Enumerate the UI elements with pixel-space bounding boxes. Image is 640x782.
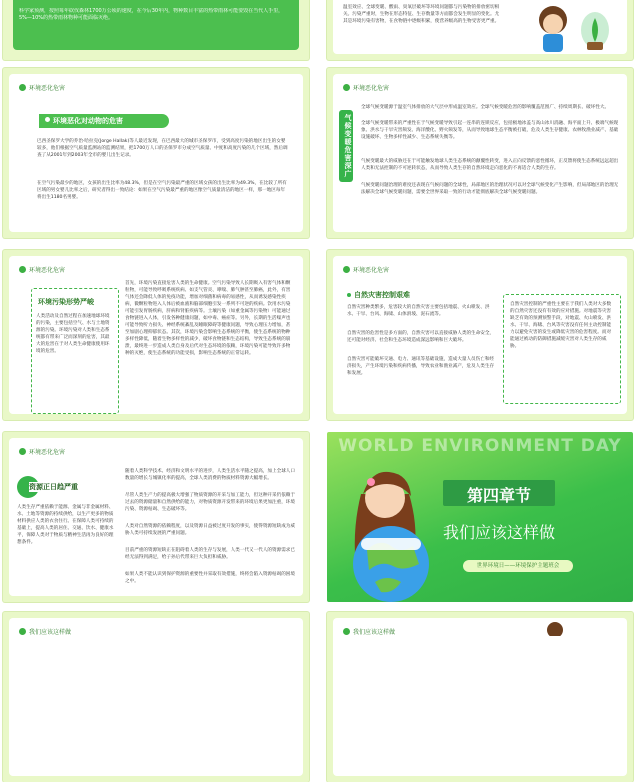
slide-10-panel <box>333 618 627 776</box>
slide-4-vertical-tag: 气候变暖危害深广 <box>339 110 353 182</box>
slide-5-left-text: 人类活动及自然过程在加速地球环境的污染，主要包括空气、水与土地资源的污染。环境污染对人类和生态系统都有带来广泛而深刻的危害，其最大的危害在于对人类生命健康使用环境的危害。 <box>36 314 110 354</box>
slide-7-panel <box>9 438 303 596</box>
slide-2-body: 温室效应、全球变暖、酸雨、臭氧层破坏等环境问题都与污染物的排放密切相关。污染严重时，生物在形态特征、生存数量等方面都会发生明显的变化。尤其是环境污染有害物，在食物链中逐级积累，使营养级高的生物受害更严重。 <box>343 5 500 24</box>
slide-7 <box>3 432 309 602</box>
leaf-icon <box>343 266 350 273</box>
slide-7-bullets <box>125 468 295 585</box>
slide-1 <box>3 0 309 60</box>
slide-6-header: 环境恶化危害 <box>343 265 389 274</box>
slide-7-left <box>17 476 117 592</box>
slide-4-bullet-3: 气候变暖最大的威胁还在于可能触发地球人类生态系统的颠覆性转变，进入正向反馈的恶性循环，正反馈将使生态系统远远超出人类和无法控制的不可逆转状态，从而导致人类生存的自然环境走向恶化的不再适合人类的生存。 <box>361 159 619 171</box>
slide-4-bullet-2: 全球气候变暖带来的严重性在于气候变暖导致引起一连串的连锁反应，包括极地冰盖与高山冰川消融、海平面上升、极端气候现象、洪水与干旱灾害频发、海洋酸化、野火频发等，从而导致地球生态平衡被打破，危及人类生存健康、农林牧渔业减产、基础设施破坏、生物多样性减少、生态系统失衡等。 <box>361 121 619 140</box>
slide-9-panel <box>9 618 303 776</box>
slide-5-header: 环境恶化危害 <box>19 265 65 274</box>
slide-8 <box>327 432 633 602</box>
slide-8-chapter: 第四章节 <box>466 486 531 505</box>
slide-4-panel <box>333 74 627 232</box>
slide-7-left-text: 人类生存严重依赖于能源、金属与非金属材料、水、土地等资源的持续供给，以生产更多的物质材料供应人类的衣食住行。在保障人类可持续的基础上，提高人类的居住、交通、饮水、健康水平，保障人类对于物质与精神生活再为良好的理想条件。 <box>17 505 114 545</box>
slide-8-subtitle: 我们应该这样做 <box>443 523 556 542</box>
slide-5-right-text: 首先，环境污染直接危害人类的生命健康。空气污染导致人长期吸入有害气体和颗粒物，可能导致呼吸系统疾病、如支气管炎、哮喘、肺气肿甚至肺癌，此外，有害气体还会降低人体的免疫功能，增加对细菌和病毒的易感性，从而诱发感染性疾病，微颗粒物进入人体后被血液和脑部细胞引发一系列不可逆的疾病。饮用水污染可能引发胃肠疾病，肝病和肾脏疾病等。土壤污染（如重金属等污染物）可能通过食物链进入人体，引发各种健康问题，如中毒、癌症等。另外，长期的生活噪声也可能导致听力损失、神经系统紊乱及睡眠障碍等健康问题，导致心理压力增加，甚至加剧心理抑郁状态。其次，环境污染会影响生态系统的平衡，使生态系统的物种多样性降低，随着生物多样性的减少，破坏食物链和生态结构，导致生态系统的崩溃，最终进一步造成人类自身及后代对生态环境的依赖，环境污染可能导致许多物种的灭绝，使生态系统的功能受损，影响生态系统的正常运转。 <box>125 281 291 356</box>
leaf-icon <box>343 84 350 91</box>
slide-6-bullet-1: 自然灾害种类繁多，危害较大的自然灾害主要包括地震、火山喷发、洪水、干旱、台风、海啸、山体滑坡、泥石流等。 <box>347 305 490 317</box>
leaf-icon <box>343 628 350 635</box>
slide-7-bullet-4: 目前严重的资源短缺正在阻碍着人类的生存与发展，人类一代又一代人的资源需求已经无法得到满足，给子孙后代带来巨大负担和威胁。 <box>125 548 295 560</box>
slide-4-bullets <box>361 104 619 204</box>
slide-7-bullet-3: 人类对自然资源的依赖程度，以及资源日益被过度开发的事实，使得资源短缺成为威胁人类可持续发展的严重问题。 <box>125 524 295 536</box>
slide-10-header: 我们应该这样做 <box>343 627 395 636</box>
slide-3-panel <box>9 74 303 232</box>
slide-3-para-2: 在空气污染最少的地区，女孩的出生比率为48.3%，但是在空气污染最严重的区域女孩的出生比率为49.3%，在比较了所有区域的男女婴儿比率之后，研究者得出一致结论：如果在空气污染最严重的地区像空气质量清洁的地区一样，那一地区每年将出生1180名男婴。 <box>37 181 287 200</box>
slide-7-bullet-5: 如果人类不能认识到保护资源的重要性并采取有效措施，终将会陷入资源枯竭的困境之中。 <box>125 572 295 584</box>
slide-6-bullet-3: 自然灾害可能破坏交通、电力、通讯等基础设施，造成大量人员伤亡和经济损失，产生环境污染和疾病传播，导致农业和渔业减产，危及人类生存和发展。 <box>347 357 495 376</box>
slide-5-title: 环境污染形势严峻 <box>38 298 94 306</box>
leaf-icon <box>19 448 26 455</box>
slide-6 <box>327 250 633 420</box>
slide-6-title: 自然灾害控制艰难 <box>347 290 410 300</box>
slide-6-bullet-2: 自然灾害的危害性是多方面的，自然灾害可以直接威胁人类的生命安全，还可能对经济、社会和生态环境造成深远影响和巨大破坏。 <box>347 331 495 343</box>
slide-3-tag-box <box>39 114 169 128</box>
slide-1-panel <box>13 0 299 50</box>
slide-7-header: 环境恶化危害 <box>19 447 65 456</box>
slide-5-panel <box>9 256 303 414</box>
slide-7-bullet-2: 尽管人类生产力的提高极大增强了物质资源的开采与加工能力，但这种开采仍依赖于过去的资源储量和自然供给的能力，对物质资源开发带来的环境后果更加注重，环境污染、资源枯竭、生态破坏等。 <box>125 493 295 512</box>
slide-8-pill: 世界环境日——环境保护主题班会 <box>463 560 573 572</box>
leaf-icon <box>19 84 26 91</box>
slide-4-bullet-4: 气候变暖问题治理的难度还表现在气候问题的全球性，局部地区的治理状况可以对全球气候变化产生影响，但局部地区的治理无法解决全球气候变暖问题，需要全世界采取一致的行动才能彻底解决全球气候变暖问题。 <box>361 183 619 195</box>
slide-6-right-box <box>503 294 621 404</box>
slide-9-header: 我们应该这样做 <box>19 627 71 636</box>
slide-3-tag: 环境恶化对动物的危害 <box>53 117 123 125</box>
bullet-icon <box>45 117 50 122</box>
leaf-icon <box>19 266 26 273</box>
slide-9 <box>3 612 309 782</box>
slide-3-para-1: 巴西圣保罗大学的乔治·哈拉克(Jorge Hallak)等人最近发现，在巴西最大的城市圣保罗市，受到高度污染的地区出生的女婴较多，他们根据空气质量监测站的监测结果，把1700万人口的圣保罗市分成空气质量、中度和高度污染的几个区域，然后调查了从2001年到2003年全市的婴儿出生记录。 <box>37 139 288 158</box>
slide-3 <box>3 68 309 238</box>
slide-3-header: 环境恶化危害 <box>19 83 65 92</box>
slide-4 <box>327 68 633 238</box>
slide-2 <box>327 0 633 60</box>
slide-4-bullet-1: 全球气候变暖源于温室气体排放的大气层中形成温室效应。全球气候变暖危害的影响覆盖范围广、持续周期长、破坏性大。 <box>361 105 610 110</box>
slide-5 <box>3 250 309 420</box>
slide-6-panel <box>333 256 627 414</box>
slide-4-header: 环境恶化危害 <box>343 83 389 92</box>
slide-8-banner: WORLD ENVIRONMENT DAY <box>338 436 622 456</box>
slide-6-bullets <box>347 304 495 392</box>
slide-7-title: 资源正日趋严重 <box>29 483 78 491</box>
slide-1-body: 科学家预测，按照每年砍伐森林1700万公顷的速度，在今后30年内，物种数目丰富的热带雨林可能要毁在当代人手里，5%—10%的热带雨林物种可能面临灭绝。 <box>19 8 284 21</box>
slide-5-left-box <box>31 288 119 414</box>
slide-6-box-text: 自然灾害控制的严重性主要在于我们人类对大多数的自然灾害还没有有效的应对措施。对地震等灾害缺乏有效的预测预警手段，对地震、火山喷发、洪水、干旱、海啸、台风等灾害没有任何主动控制能力以避免灾害的发生或降低灾害的危害程度。而对能通过被动的防御措施减缓灾害对人类生存的威胁。 <box>510 302 612 349</box>
girl-hugging-earth-illustration <box>331 454 451 602</box>
slide-10 <box>327 612 633 782</box>
slide-7-bullet-1: 随着人类科学技术、经济和文明水平的进步，人类生活水平随之提高，加上全球人口数量的增长与城镇化率的提高，全球人类消费的物质材料资源大幅增长。 <box>125 469 295 481</box>
child-illustration <box>543 620 567 636</box>
child-planting-illustration <box>523 0 623 52</box>
bullet-icon <box>347 293 351 297</box>
slide-2-panel <box>333 0 627 54</box>
slide-8-chapter-box <box>443 480 555 506</box>
leaf-icon <box>19 628 26 635</box>
